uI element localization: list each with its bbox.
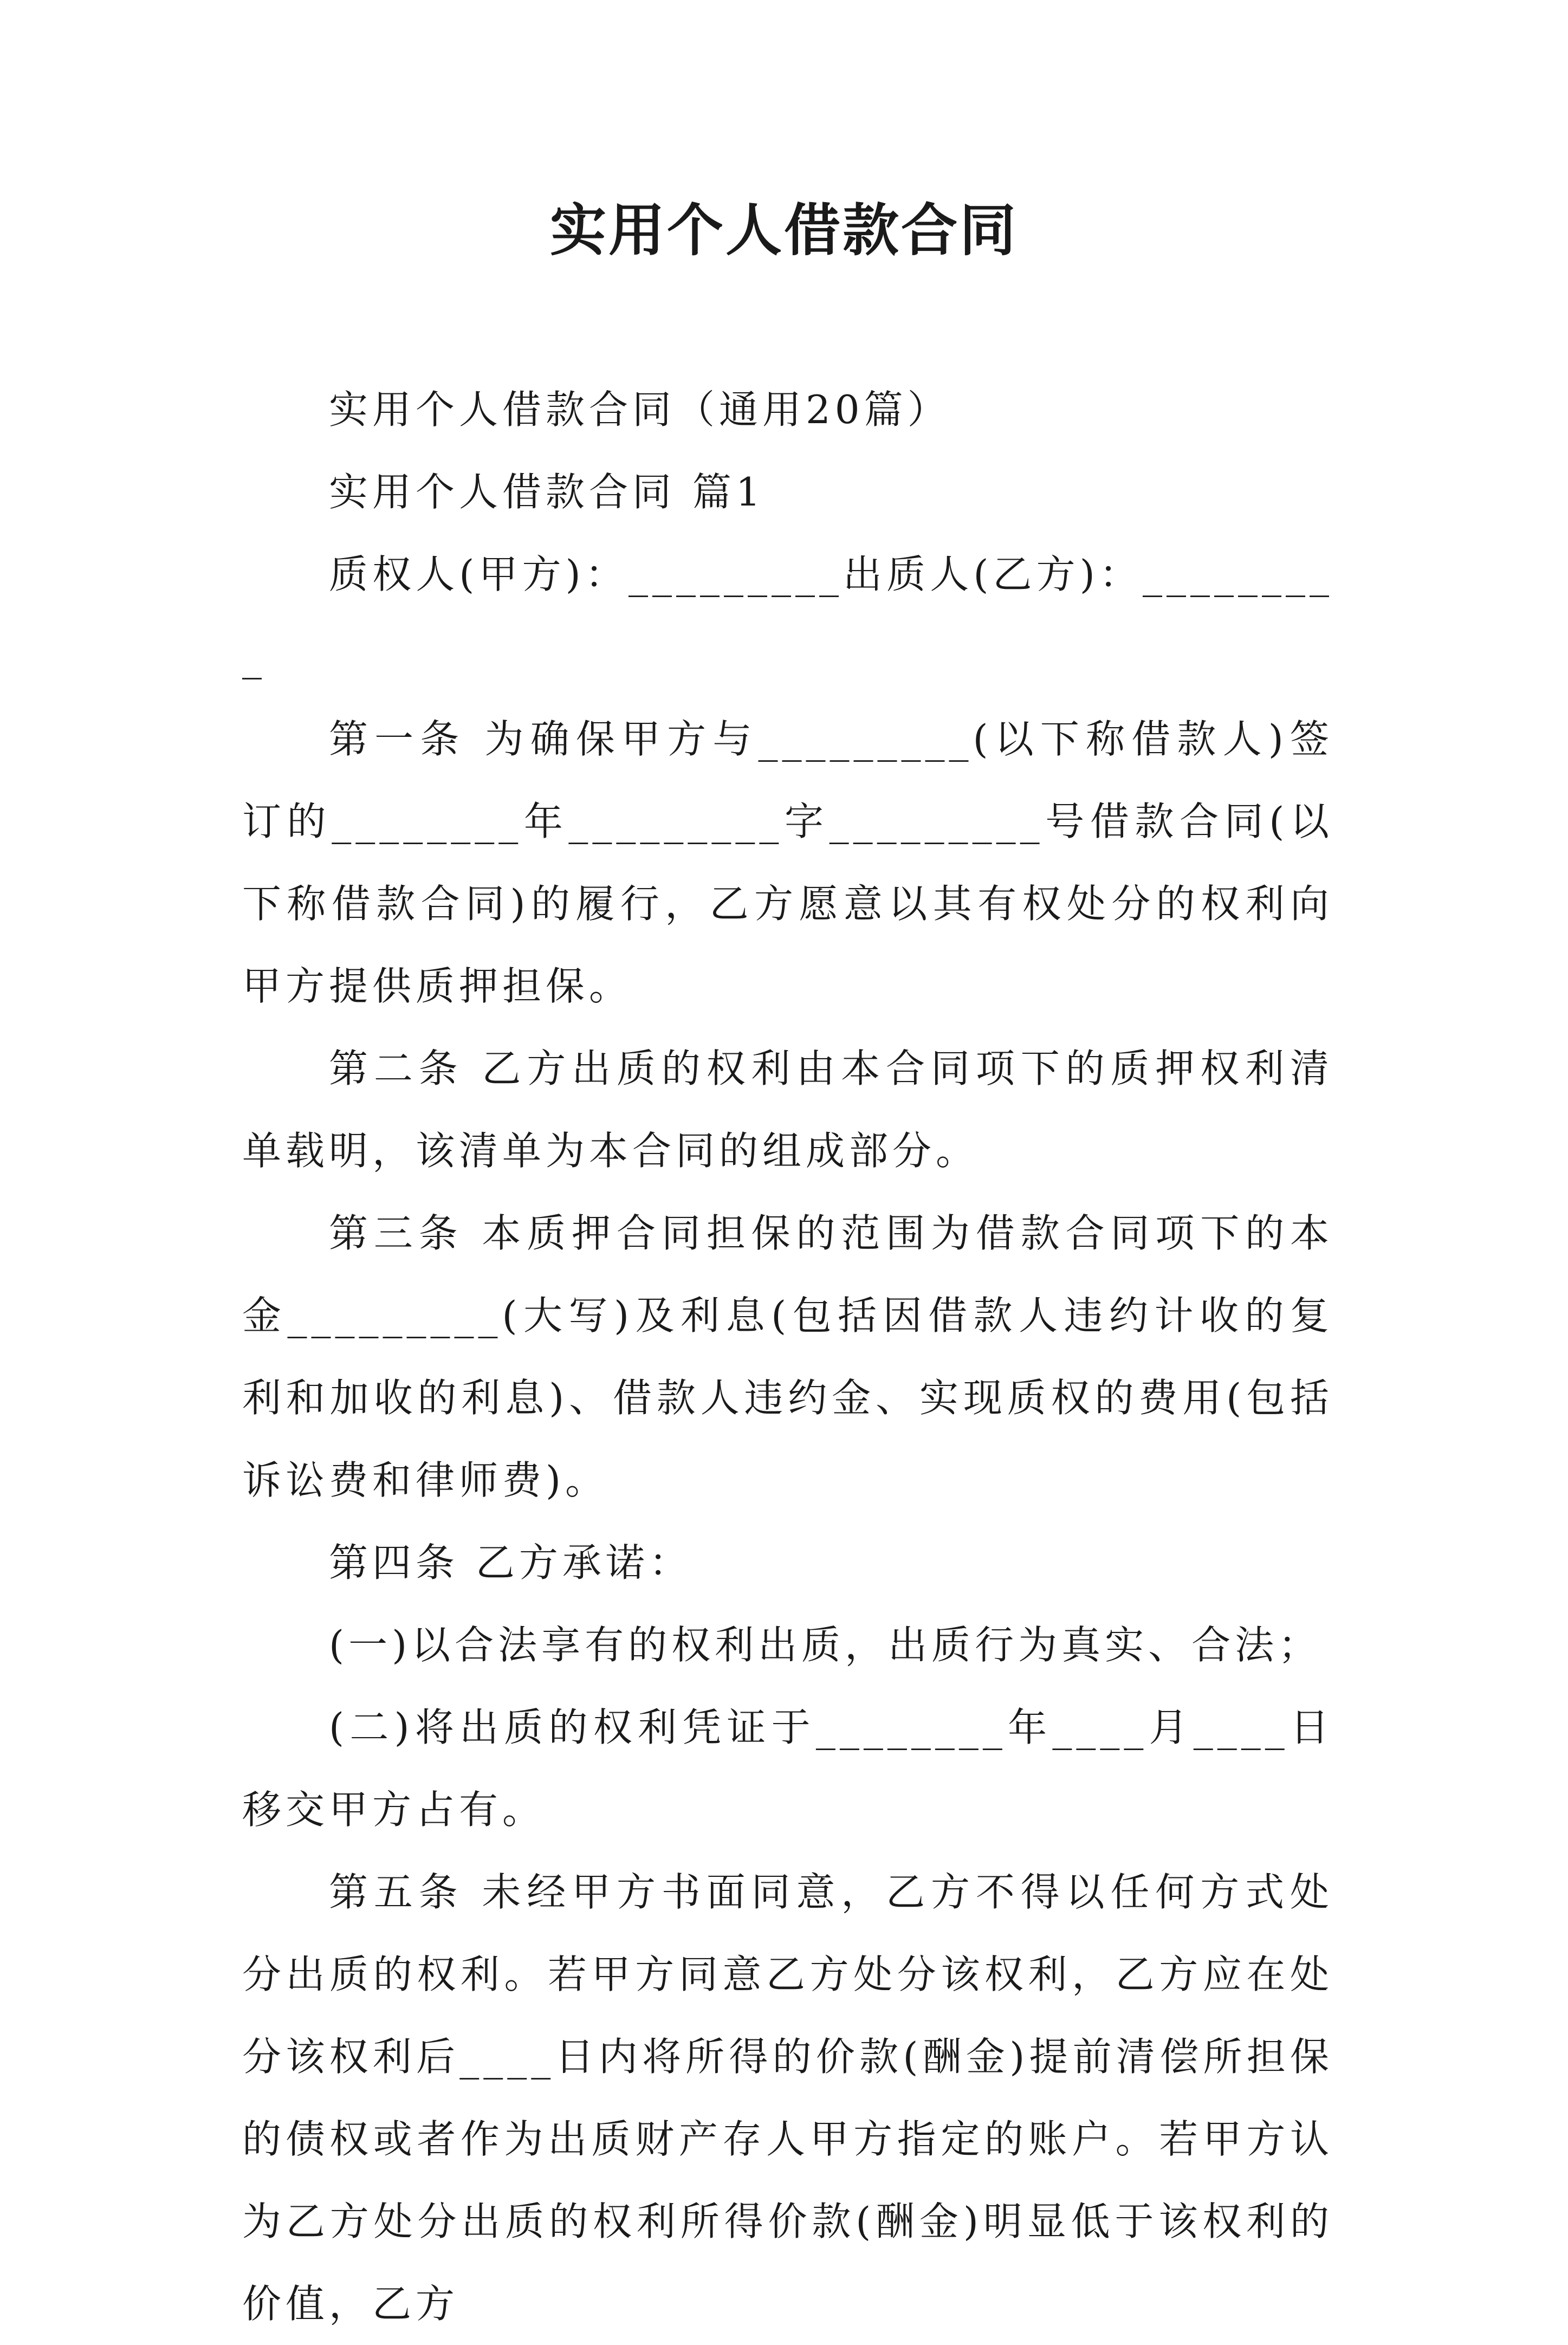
article-4-item-2: (二)将出质的权利凭证于________年____月____日移交甲方占有。 xyxy=(242,1705,1333,1832)
article-5: 第五条 未经甲方书面同意，乙方不得以任何方式处分出质的权利。若甲方同意乙方处分该权利，乙方应在处分该权利后____日内将所得的价款(酬金)提前清偿所担保的债权或者作为出质财产存人甲方指定的账户。若甲方认为乙方处分出质的权利所得价款(酬金)明显低于该权利的价值，乙方 xyxy=(242,1869,1333,2327)
article-4: 第四条 乙方承诺： xyxy=(329,1540,692,1585)
article-3: 第三条 本质押合同担保的范围为借款合同项下的本金_________(大写)及利息(包括因借款人违约计收的复利和加收的利息)、借款人违约金、实现质权的费用(包括诉讼费和律师费)。 xyxy=(242,1210,1333,1503)
article-4-item-1: (一)以合法享有的权利出质，出质行为真实、合法； xyxy=(329,1622,1322,1668)
section-heading: 实用个人借款合同 篇1 xyxy=(329,469,765,515)
article-1: 第一条 为确保甲方与_________(以下称借款人)签订的________年_________字_________号借款合同(以下称借款合同)的履行，乙方愿意以其有权处分的权利向甲方提供质押担保。 xyxy=(242,716,1333,1009)
document-body xyxy=(242,368,1333,2345)
parties-line: 质权人(甲方)：_________出质人(乙方)：_________ xyxy=(242,552,1333,679)
document-title: 实用个人借款合同 xyxy=(549,197,1018,263)
article-2: 第二条 乙方出质的权利由本合同项下的质押权利清单载明，该清单为本合同的组成部分。 xyxy=(242,1046,1333,1174)
subtitle-paragraph: 实用个人借款合同（通用20篇） xyxy=(329,387,951,432)
